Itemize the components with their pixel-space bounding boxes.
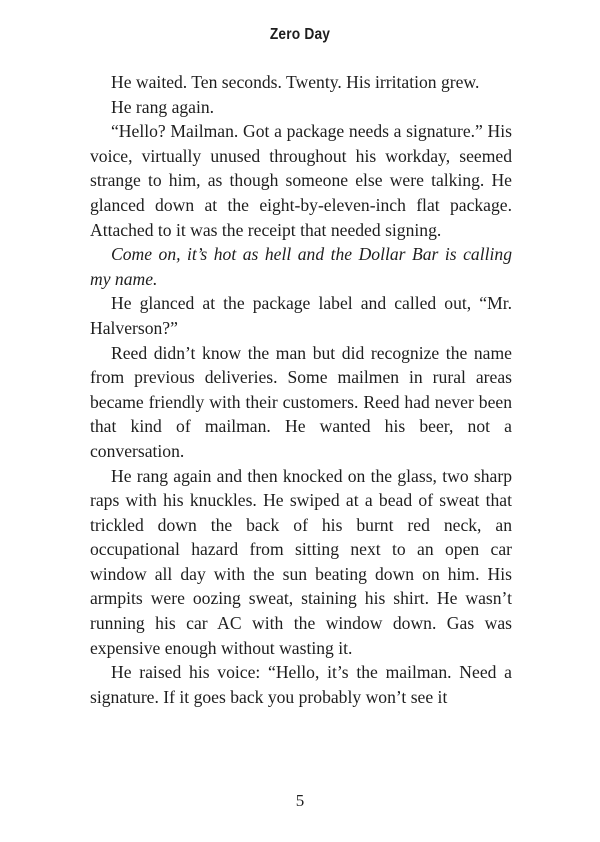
running-head-title: Zero Day xyxy=(269,26,331,43)
paragraph: He rang again. xyxy=(111,96,215,117)
paragraph: Reed didn’t know the man but did recognize the name from previous deliveries. Some mailmen in rural areas became friendly with their customers. Reed had never been that kind of mailman. He wanted his beer, not a conversation. xyxy=(90,342,512,461)
paragraph: He rang again and then knocked on the glass, two sharp raps with his knuckles. He swiped at a bead of sweat that trickled down the back of his burnt red neck, an occupational hazard from sitting next to an open car window all day with the sun beating down on him. His armpits were oozing sweat, staining his shirt. He wasn’t running his car AC with the window down. Gas was expensive enough without wasting it. xyxy=(90,465,512,658)
body-text xyxy=(90,70,512,709)
paragraph: He glanced at the package label and called out, “Mr. Halverson?” xyxy=(90,293,512,338)
paragraph-italic-thought: Come on, it’s hot as hell and the Dollar Bar is calling my name. xyxy=(90,244,512,289)
page-number: 5 xyxy=(295,791,305,810)
paragraph: He waited. Ten seconds. Twenty. His irritation grew. xyxy=(111,72,480,92)
paragraph: He raised his voice: “Hello, it’s the mailman. Need a signature. If it goes back you probably won’t see it xyxy=(90,662,512,707)
paragraph: “Hello? Mailman. Got a package needs a signature.” His voice, virtually unused throughout his workday, seemed strange to him, as though someone else were talking. He glanced down at the eight-by-eleven-inch flat package. Attached to it was the receipt that needed signing. xyxy=(90,121,512,240)
